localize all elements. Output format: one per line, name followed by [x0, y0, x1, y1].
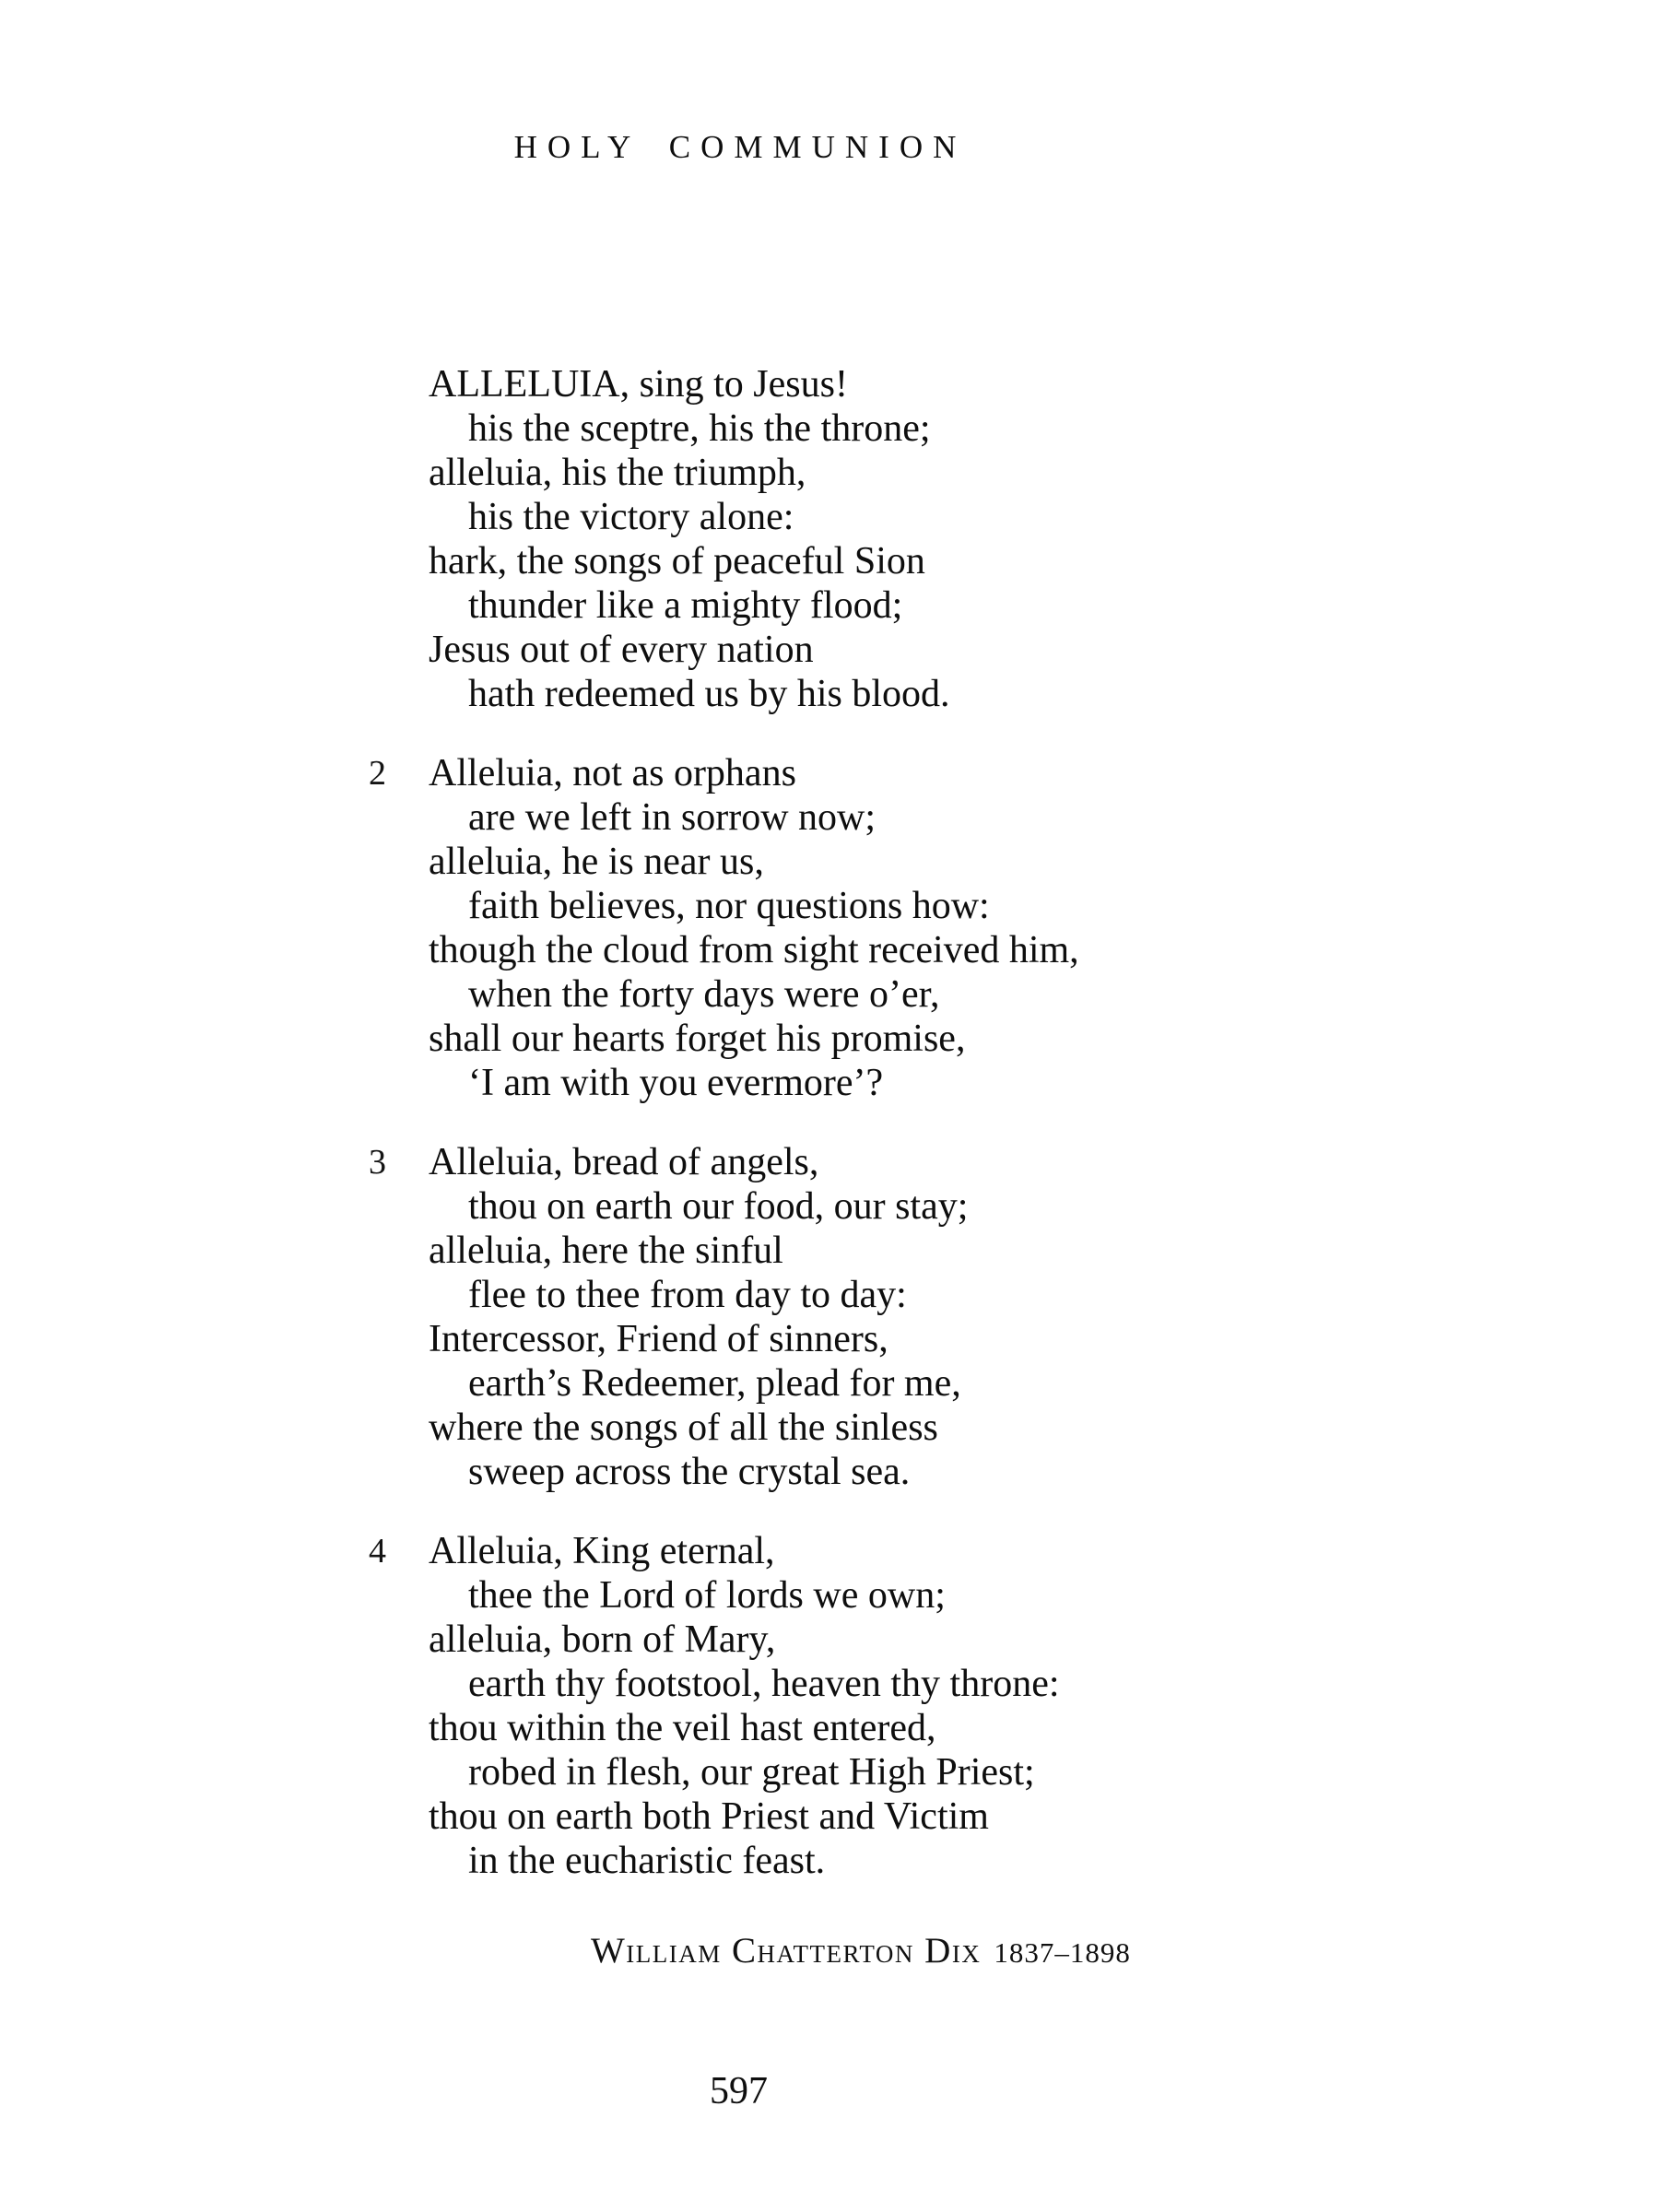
verse-line: flee to thee from day to day: — [468, 1274, 907, 1316]
page-number: 597 — [710, 2070, 768, 2112]
verse-line: alleluia, he is near us, — [429, 841, 764, 883]
verse-line: thou within the veil hast entered, — [429, 1707, 936, 1749]
verse-line: ALLELUIA, sing to Jesus! — [429, 363, 848, 406]
author-dates: 1837–1898 — [994, 1936, 1131, 1969]
verse-line: robed in flesh, our great High Priest; — [468, 1751, 1035, 1794]
verse-line: Alleluia, bread of angels, — [429, 1141, 819, 1183]
verse-line: hark, the songs of peaceful Sion — [429, 540, 925, 582]
verse-line: Intercessor, Friend of sinners, — [429, 1318, 888, 1360]
verse-line: his the sceptre, his the throne; — [468, 407, 931, 450]
verse-line: thou on earth both Priest and Victim — [429, 1795, 989, 1838]
verse-line: Alleluia, not as orphans — [429, 752, 796, 794]
attribution — [591, 1931, 1131, 1973]
author-name: William Chatterton Dix — [591, 1931, 982, 1971]
hymn-text — [369, 362, 1290, 1918]
verse-line: where the songs of all the sinless — [429, 1406, 938, 1449]
stanza-2 — [369, 751, 1290, 1105]
stanza-1 — [369, 362, 1290, 716]
stanza-3 — [369, 1140, 1290, 1494]
verse-line: when the forty days were o’er, — [468, 973, 940, 1016]
verse-line: though the cloud from sight received him, — [429, 929, 1079, 971]
verse-line: Alleluia, King eternal, — [429, 1530, 775, 1572]
verse-line: alleluia, his the triumph, — [429, 452, 806, 494]
stanza-lines — [429, 1140, 1290, 1494]
verse-line: shall our hearts forget his promise, — [429, 1018, 966, 1060]
verse-line: earth’s Redeemer, plead for me, — [468, 1362, 961, 1405]
verse-line: thunder like a mighty flood; — [468, 584, 903, 627]
stanza-number: 4 — [369, 1532, 386, 1571]
verse-line: alleluia, born of Mary, — [429, 1618, 776, 1661]
stanza-4 — [369, 1529, 1290, 1883]
verse-line: are we left in sorrow now; — [468, 796, 877, 839]
stanza-lines — [429, 751, 1290, 1105]
stanza-number: 3 — [369, 1143, 386, 1182]
verse-line: thou on earth our food, our stay; — [468, 1185, 969, 1228]
verse-line: ‘I am with you evermore’? — [468, 1062, 884, 1104]
stanza-lines — [429, 362, 1290, 716]
verse-line: Jesus out of every nation — [429, 629, 814, 671]
verse-line: hath redeemed us by his blood. — [468, 673, 950, 715]
verse-line: in the eucharistic feast. — [468, 1840, 826, 1882]
section-header: HOLY COMMUNION — [513, 129, 967, 165]
verse-line: his the victory alone: — [468, 496, 794, 538]
verse-line: earth thy footstool, heaven thy throne: — [468, 1663, 1060, 1705]
stanza-number: 2 — [369, 754, 386, 793]
verse-line: faith believes, nor questions how: — [468, 885, 990, 927]
stanza-number — [369, 362, 429, 716]
verse-line: alleluia, here the sinful — [429, 1230, 783, 1272]
verse-line: sweep across the crystal sea. — [468, 1451, 911, 1493]
verse-line: thee the Lord of lords we own; — [468, 1574, 946, 1617]
stanza-lines — [429, 1529, 1290, 1883]
